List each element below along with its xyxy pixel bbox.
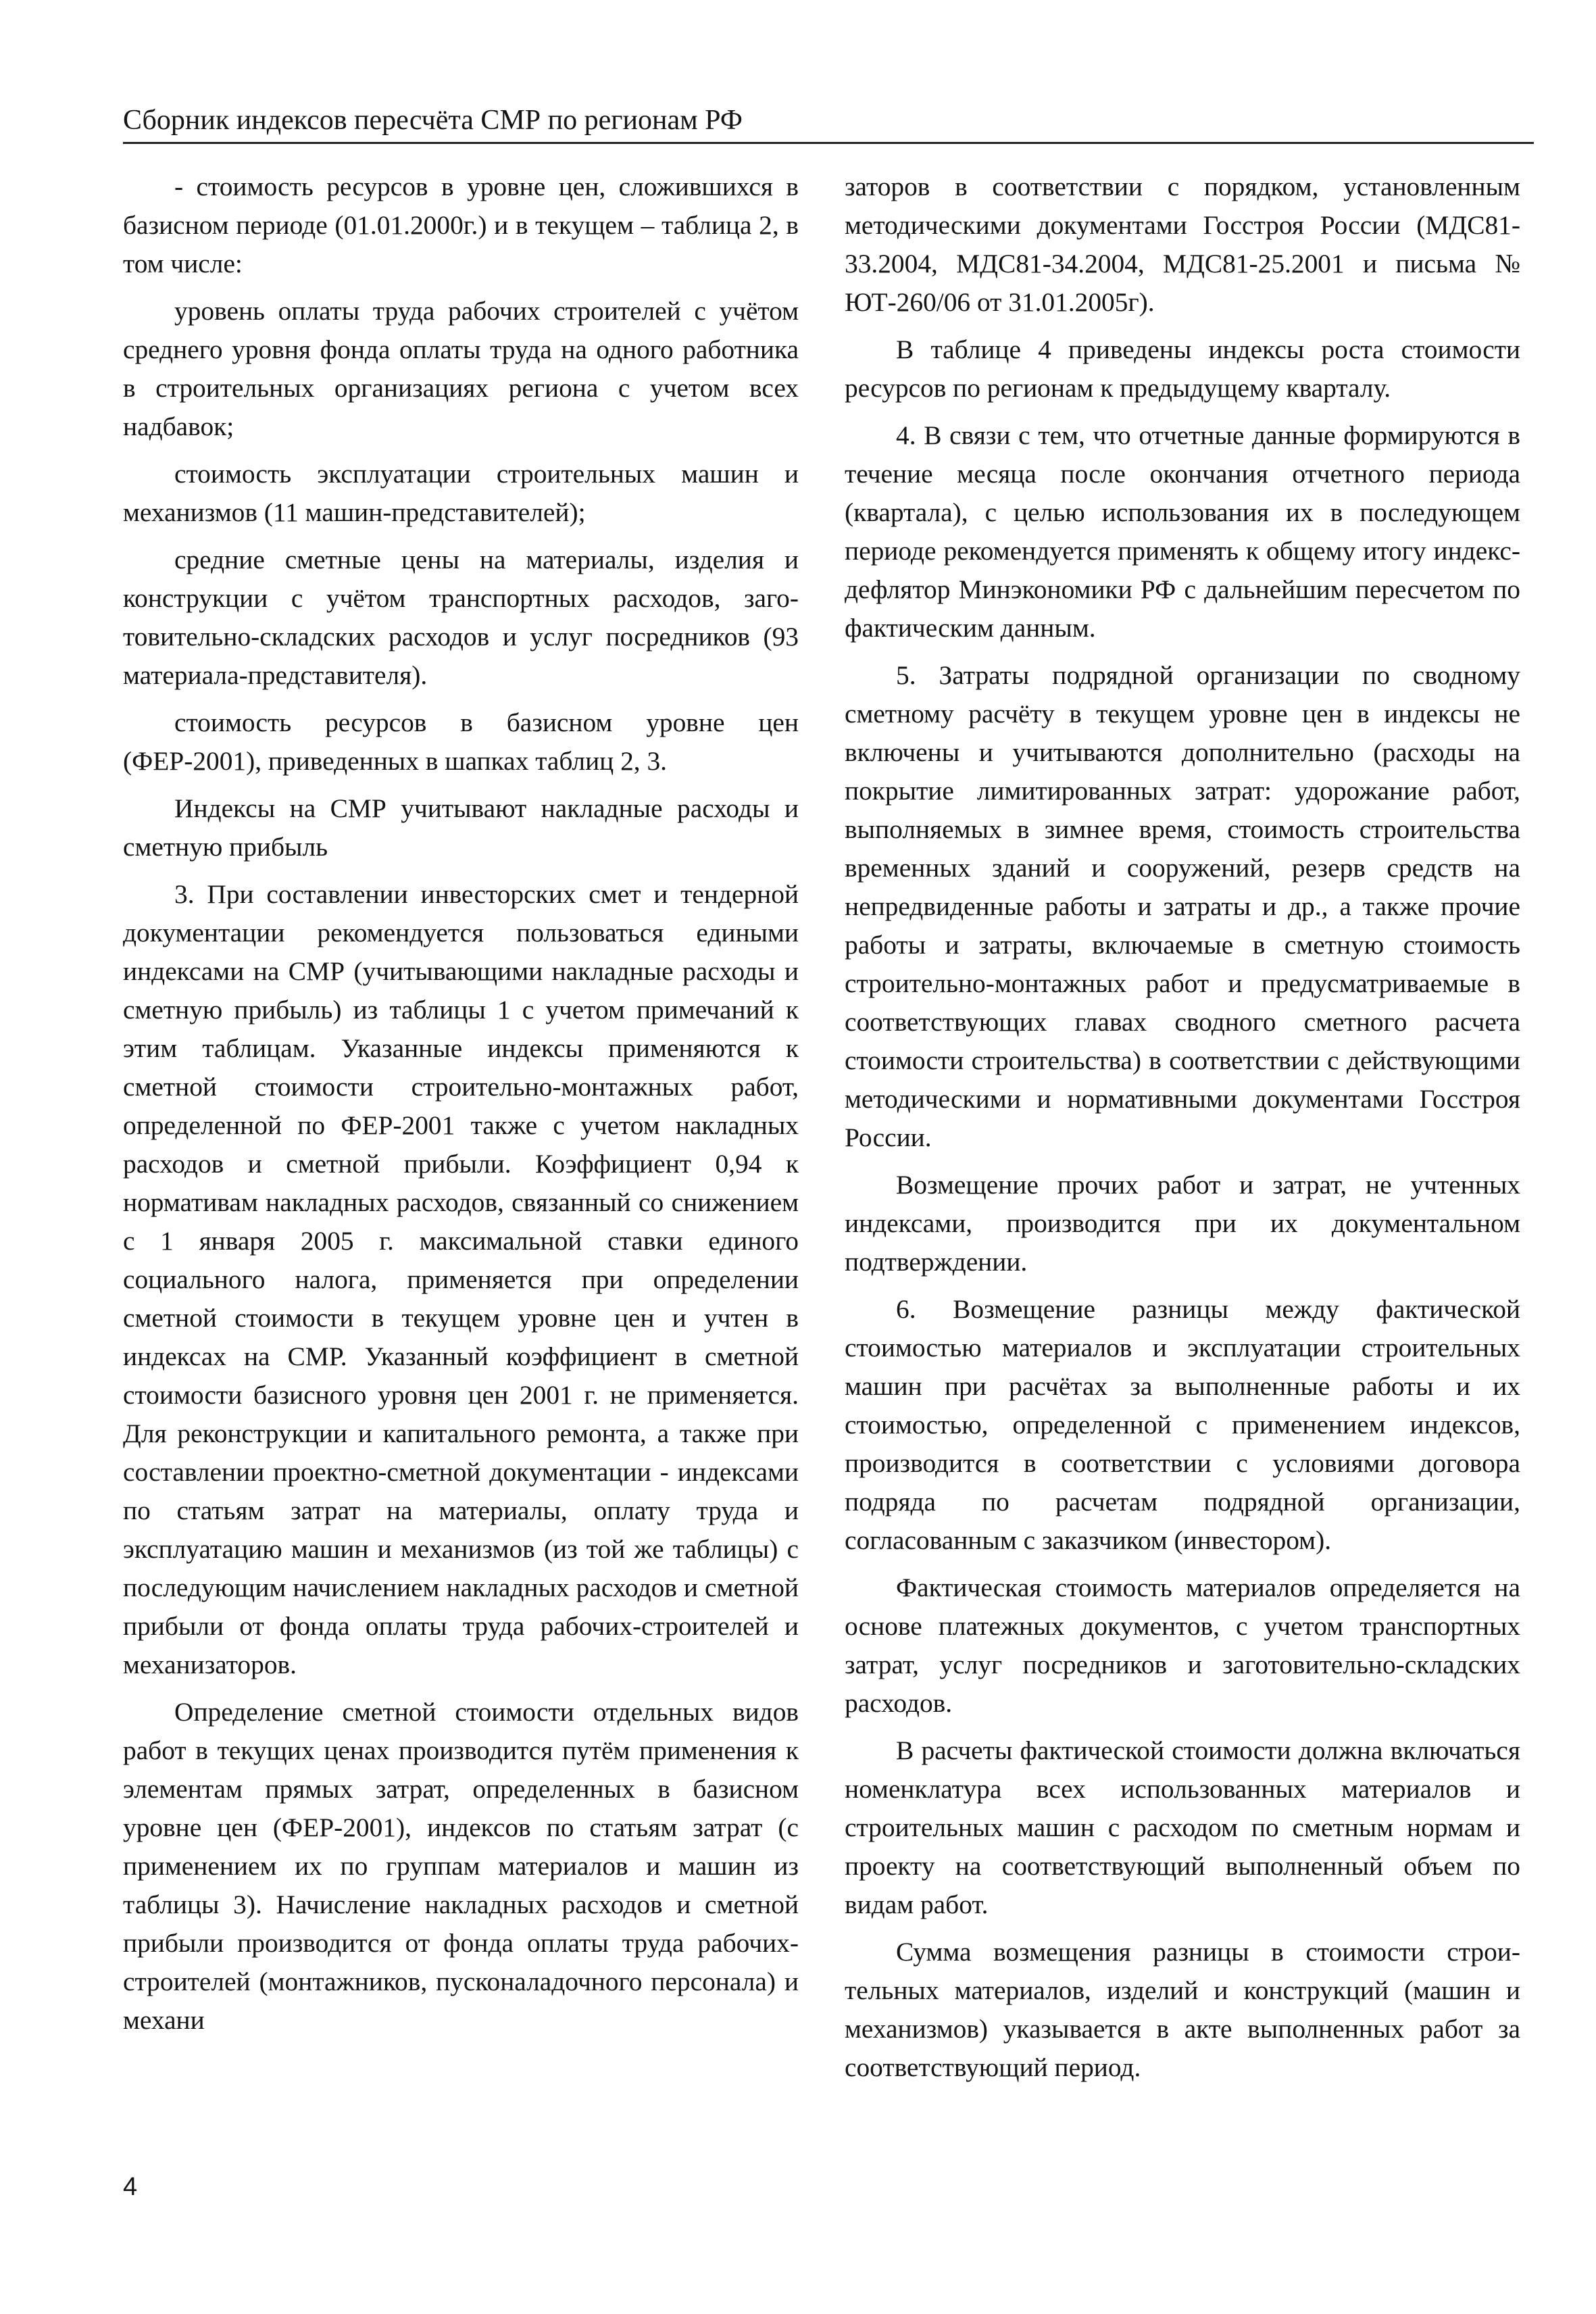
paragraph: уровень оплаты труда рабочих строителей с учётом среднего уровня фонда оплаты труда на одного работника в строительных организациях региона с учетом всех надбавок; [123, 296, 799, 441]
paragraph: 5. Затраты подрядной организации по сводному сметному расчёту в текущем уровне цен в индексы не включены и учитываются дополнительно (расходы на покрытие лимитированных затрат: удорожание работ, выполняемых в зимнее время, стоимость строительства временных зданий и сооружений, резерв средств на непредвиденные работы и затраты и др., а также прочие работы и затраты, включаемые в сметную стоимость строительно-монтажных работ и предусматриваемые в соответствующих главах сводного сметного расчета стоимости строительства) в соответствии с действующими методическими и нормативными документами Госстроя России. [845, 660, 1520, 1152]
paragraph: заторов в соответствии с порядком, установленным методическими документами Госстроя России (МДС81-33.2004, МДС81-34.2004, МДС81-25.2001 и письма № ЮТ-260/06 от 31.01.2005г). [845, 172, 1520, 317]
paragraph: стоимость ресурсов в базисном уровне цен (ФЕР-2001), приведенных в шапках таблиц 2, 3. [123, 708, 799, 776]
paragraph: 3. При составлении инвесторских смет и тендерной документации рекомендуется пользоваться едиными индексами на СМР (учитывающими накладные расходы и сметную прибыль) из таблицы 1 с учетом примечаний к этим таблицам. Указанные индексы применяются к сметной стоимости строительно-монтажных работ, определенной по ФЕР-2001 также с учетом накладных расходов и сметной прибыли. Коэффициент 0,94 к нормативам накладных расходов, связанный со снижением с 1 января 2005 г. максимальной ставки единого социального налога, применяется при определении сметной стоимости в текущем уровне цен и учтен в индексах на СМР. Указанный коэффициент в сметной стоимости базисного уровня цен 2001 г. не применяется. Для реконструкции и капитального ремонта, а также при составлении проектно-сметной документации - индексами по статьям затрат на материалы, оплату труда и эксплуатацию машин и механизмов (из той же таблицы) с последующим начислением накладных расходов и сметной прибыли от фонда оплаты труда рабочих-строителей и механизаторов. [123, 879, 799, 1679]
paragraph: средние сметные цены на материалы, изделия и конструкции с учётом транспортных расходов, заготовительно-складских расходов и услуг посредников (93 материала-представителя). [123, 545, 799, 690]
paragraph: стоимость эксплуатации строительных машин и механизмов (11 машин-представителей); [123, 459, 799, 527]
running-header: Сборник индексов пересчёта СМР по регионам РФ [123, 101, 1534, 144]
right-column [845, 168, 1520, 2096]
paragraph: Сумма возмещения разницы в стоимости строительных материалов, изделий и конструкций (машин и механизмов) указывается в акте выполненных работ за соответствующий период. [845, 1937, 1520, 2082]
paragraph: - стоимость ресурсов в уровне цен, сложившихся в базисном периоде (01.01.2000г.) и в текущем – таблица 2, в том числе: [123, 172, 799, 278]
paragraph: В таблице 4 приведены индексы роста стоимости ресурсов по регионам к предыдущему кварталу. [845, 335, 1520, 403]
page-number: 4 [123, 2173, 138, 2201]
paragraph: Определение сметной стоимости отдельных видов работ в текущих ценах производится путём применения к элементам прямых затрат, определенных в базисном уровне цен (ФЕР-2001), индексов по статьям затрат (с применением их по группам материалов и машин из таблицы 3). Начисление накладных расходов и сметной прибыли производится от фонда оплаты труда рабочих-строителей (монтажников, пусконаладочного персонала) и механи [123, 1697, 799, 2035]
paragraph: 6. Возмещение разницы между фактической стоимостью материалов и эксплуатации строительных машин при расчётах за выполненные работы и их стоимостью, определенной с применением индексов, производится в соответствии с условиями договора подряда по расчетам подрядной организации, согласованным с заказчиком (инвестором). [845, 1294, 1520, 1555]
paragraph: Возмещение прочих работ и затрат, не учтенных индексами, производится при их документальном подтверждении. [845, 1170, 1520, 1277]
left-column [123, 168, 799, 2048]
paragraph: В расчеты фактической стоимости должна включаться номенклатура всех использованных материалов и строительных машин с расходом по сметным нормам и проекту на соответствующий выполненный объем по видам работ. [845, 1736, 1520, 1919]
paragraph: Индексы на СМР учитывают накладные расходы и сметную прибыль [123, 793, 799, 862]
paragraph: Фактическая стоимость материалов определяется на основе платежных документов, с учетом транспортных затрат, услуг посредников и заготовительно-складских расходов. [845, 1573, 1520, 1718]
paragraph: 4. В связи с тем, что отчетные данные формируются в течение месяца после окончания отчетного периода (квартала), с целью использования их в последующем периоде рекомендуется применять к общему итогу индекс- дефлятор Минэкономики РФ с дальнейшим пересчетом по фактическим данным. [845, 420, 1520, 643]
